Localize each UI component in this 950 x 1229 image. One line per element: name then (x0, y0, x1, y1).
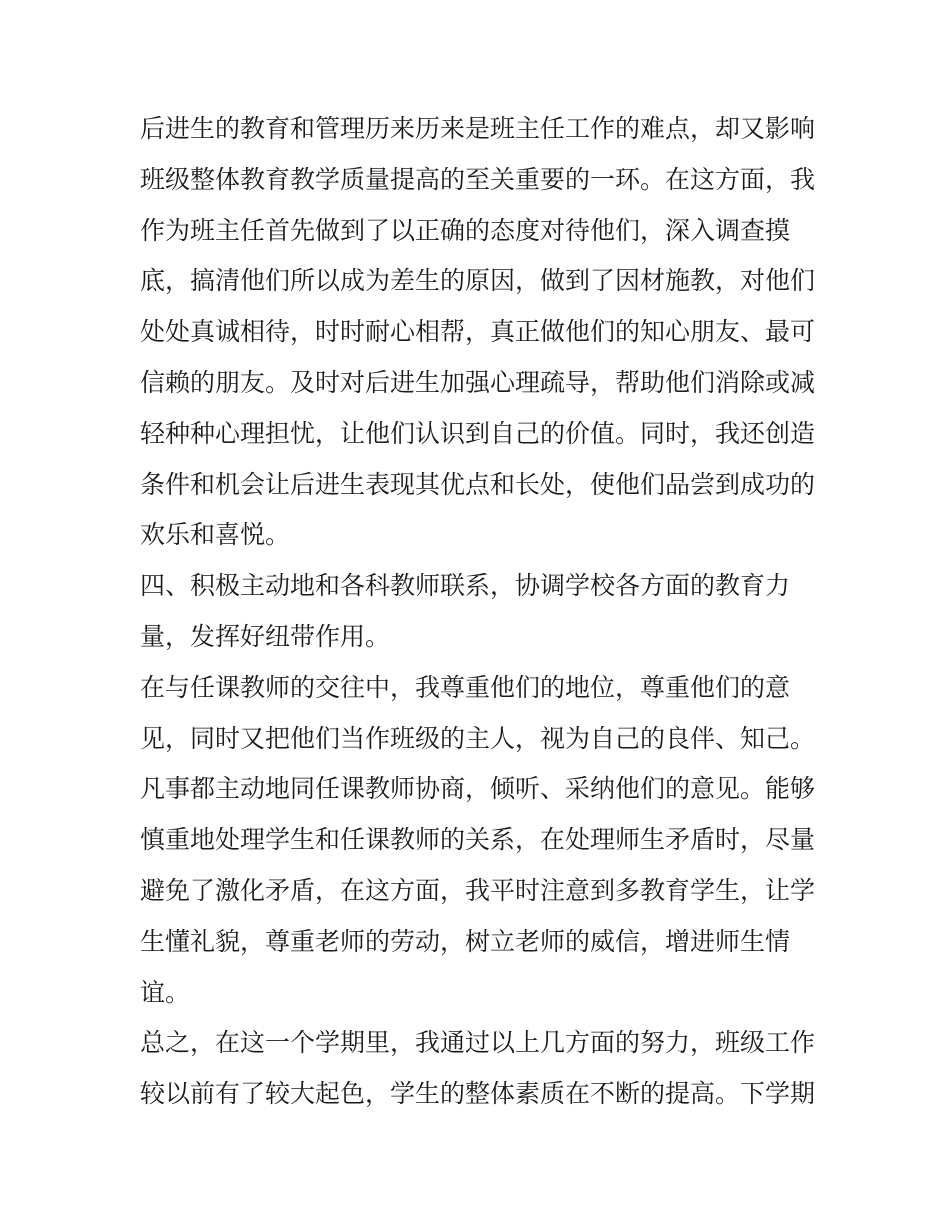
text-line: 轻种种心理担忧，让他们认识到自己的价值。同时，我还创造 (140, 418, 816, 448)
text-line: 后进生的教育和管理历来历来是班主任工作的难点，却又影响 (140, 114, 816, 143)
section-heading: 四、积极主动地和各科教师联系，协调学校各方面的教育力 (140, 571, 791, 601)
text-line: 作为班主任首先做到了以正确的态度对待他们，深入调查摸 (140, 215, 791, 245)
text-line: 慎重地处理学生和任课教师的关系，在处理师生矛盾时，尽量 (140, 825, 816, 855)
text-line: 生懂礼貌，尊重老师的劳动，树立老师的威信，增进师生情 (140, 926, 791, 956)
text-line: 在与任课教师的交往中，我尊重他们的地位，尊重他们的意 (140, 672, 791, 702)
text-line: 底，搞清他们所以成为差生的原因，做到了因材施教，对他们 (140, 266, 816, 296)
text-line: 班级整体教育教学质量提高的至关重要的一环。在这方面，我 (140, 164, 816, 194)
text-line: 凡事都主动地同任课教师协商，倾听、采纳他们的意见。能够 (140, 774, 816, 804)
text-line: 见，同时又把他们当作班级的主人，视为自己的良伴、知己。 (140, 723, 816, 753)
text-line: 避免了激化矛盾，在这方面，我平时注意到多教育学生，让学 (140, 875, 816, 905)
text-line: 条件和机会让后进生表现其优点和长处，使他们品尝到成功的 (140, 469, 816, 499)
text-line: 总之，在这一个学期里，我通过以上几方面的努力，班级工作 (140, 1028, 816, 1058)
body-text (140, 104, 820, 1120)
text-line: 谊。 (140, 977, 191, 1007)
text-line: 较以前有了较大起色，学生的整体素质在不断的提高。下学期 (140, 1079, 816, 1109)
section-heading: 量，发挥好纽带作用。 (140, 621, 391, 651)
text-line: 欢乐和喜悦。 (140, 520, 291, 550)
text-line: 信赖的朋友。及时对后进生加强心理疏导，帮助他们消除或减 (140, 367, 816, 397)
text-line: 处处真诚相待，时时耐心相帮，真正做他们的知心朋友、最可 (140, 317, 816, 347)
